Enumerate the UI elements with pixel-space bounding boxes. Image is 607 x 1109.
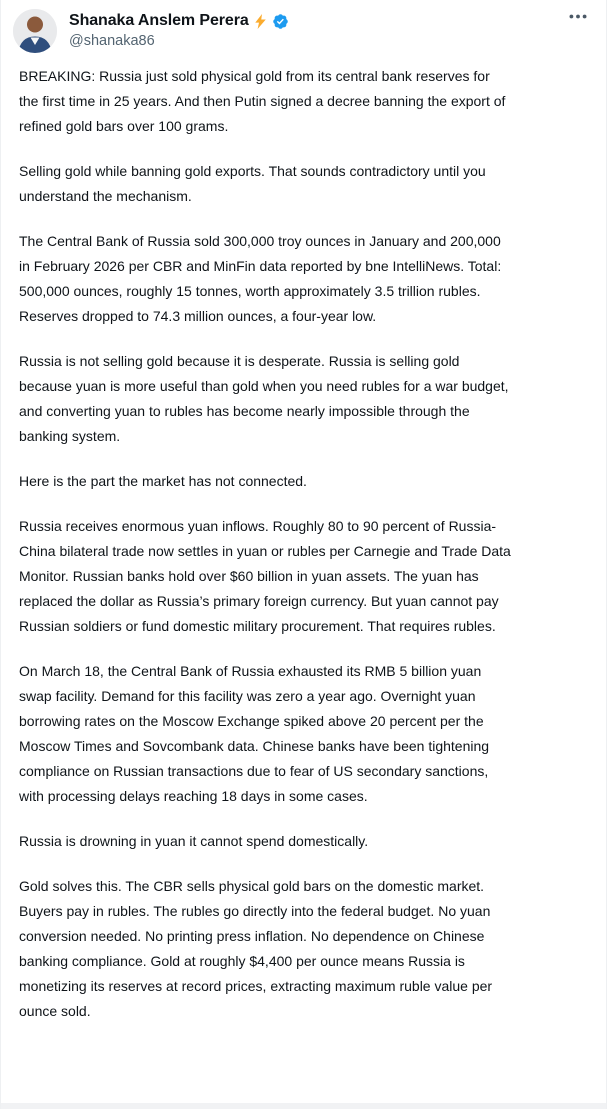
author-name[interactable]: Shanaka Anslem Perera xyxy=(69,12,249,29)
tweet-paragraph: Selling gold while banning gold exports. That sounds contradictory until you understand the mechanism. xyxy=(19,163,486,204)
author-handle[interactable]: @shanaka86 xyxy=(69,33,155,49)
tweet-text xyxy=(1,53,511,1024)
more-button[interactable] xyxy=(565,10,591,23)
ellipsis-icon xyxy=(569,14,587,19)
tweet-paragraph: On March 18, the Central Bank of Russia exhausted its RMB 5 billion yuan swap facility. Demand for this facility was zero a year ago. Overnight yuan borrowing rates on the Moscow Exchange spiked above 20 percent per the Moscow Times and Sovcombank data. Chinese banks have been tightening compliance on Russian transactions due to fear of US secondary sanctions, with processing delays reaching 18 days in some cases. xyxy=(19,663,490,804)
tweet-paragraph: Russia is not selling gold because it is desperate. Russia is selling gold because yuan is more useful than gold when you need rubles for a war budget, and converting yuan to rubles has become nearly impossible through the banking system. xyxy=(19,353,509,444)
tweet-paragraph: Here is the part the market has not connected. xyxy=(19,473,307,489)
page-background-strip xyxy=(1,1103,607,1109)
tweet-paragraph: Russia is drowning in yuan it cannot spend domestically. xyxy=(19,833,369,849)
tweet-paragraph: Russia receives enormous yuan inflows. Roughly 80 to 90 percent of Russia-China bilateral trade now settles in yuan or rubles per Carnegie and Trade Data Monitor. Russian banks hold over $60 billion in yuan assets. The yuan has replaced the dollar as Russia’s primary foreign currency. But yuan cannot pay Russian soldiers or fund domestic military procurement. That requires rubles. xyxy=(19,518,511,634)
author-id-block xyxy=(69,9,289,51)
tweet-paragraph: BREAKING: Russia just sold physical gold from its central bank reserves for the first time in 25 years. And then Putin signed a decree banning the export of refined gold bars over 100 grams. xyxy=(19,68,506,134)
lightning-emoji-icon xyxy=(253,14,268,29)
avatar[interactable] xyxy=(13,9,57,53)
tweet-header xyxy=(1,0,606,53)
verified-badge-icon xyxy=(272,13,289,30)
author-name-row xyxy=(69,11,289,31)
tweet-paragraph: Gold solves this. The CBR sells physical gold bars on the domestic market. Buyers pay in rubles. The rubles go directly into the federal budget. No yuan conversion needed. No printing press inflation. No dependence on Chinese banking compliance. Gold at roughly $4,400 per ounce means Russia is monetizing its reserves at record prices, extracting maximum ruble value per ounce sold. xyxy=(19,878,493,1019)
tweet-paragraph: The Central Bank of Russia sold 300,000 troy ounces in January and 200,000 in February 2026 per CBR and MinFin data reported by bne IntelliNews. Total: 500,000 ounces, roughly 15 tonnes, worth approximately 3.5 trillion rubles. Reserves dropped to 74.3 million ounces, a four-year low. xyxy=(19,233,502,324)
